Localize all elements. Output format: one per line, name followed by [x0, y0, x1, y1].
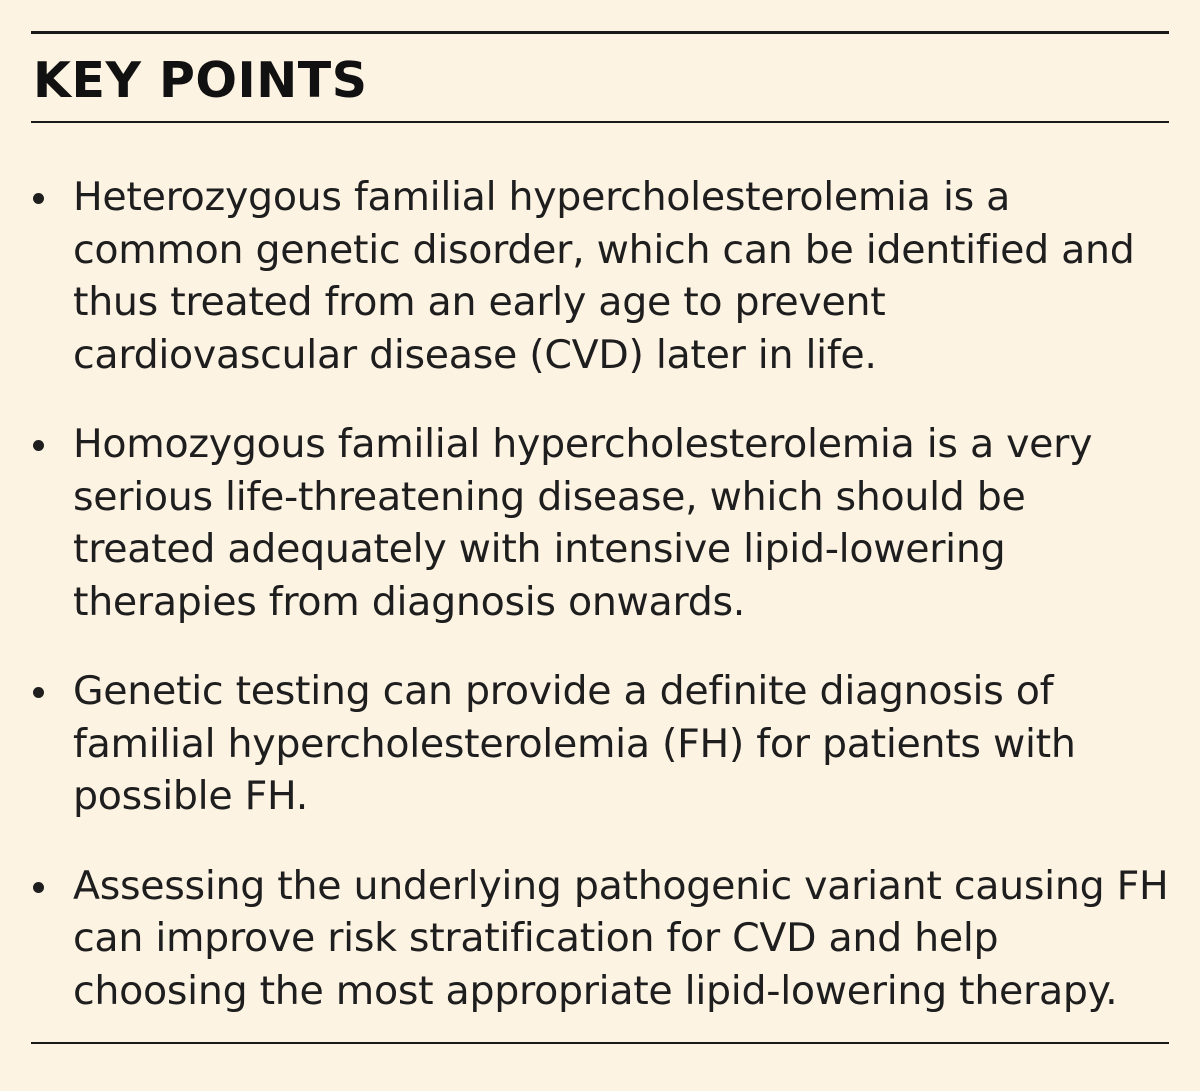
key-point-item	[31, 665, 1169, 823]
key-point-text: Genetic testing can provide a definite diagnosis of familial hypercholesterolemia (FH) for patients with possible FH.	[73, 668, 1076, 819]
bullet-icon	[33, 882, 44, 893]
key-points-list	[31, 171, 1169, 1054]
bullet-icon	[33, 440, 44, 451]
bottom-rule	[31, 1042, 1169, 1044]
key-point-item	[31, 418, 1169, 628]
bullet-icon	[33, 193, 44, 204]
key-point-text: Homozygous familial hypercholesterolemia is a very serious life-threatening disease, which should be treated adequately with intensive lipid-lowering therapies from diagnosis onwards.	[73, 421, 1093, 625]
title-rule	[31, 121, 1169, 123]
key-point-item	[31, 171, 1169, 381]
key-point-item	[31, 860, 1169, 1018]
key-points-box	[31, 31, 1169, 1014]
top-rule	[31, 31, 1169, 34]
key-point-text: Heterozygous familial hypercholesterolemia is a common genetic disorder, which can be identified and thus treated from an early age to prevent cardiovascular disease (CVD) later in life.	[73, 174, 1135, 378]
key-point-text: Assessing the underlying pathogenic variant causing FH can improve risk stratification for CVD and help choosing the most appropriate lipid-lowering therapy.	[73, 862, 1169, 1014]
bullet-icon	[33, 687, 44, 698]
box-title: KEY POINTS	[33, 52, 368, 109]
